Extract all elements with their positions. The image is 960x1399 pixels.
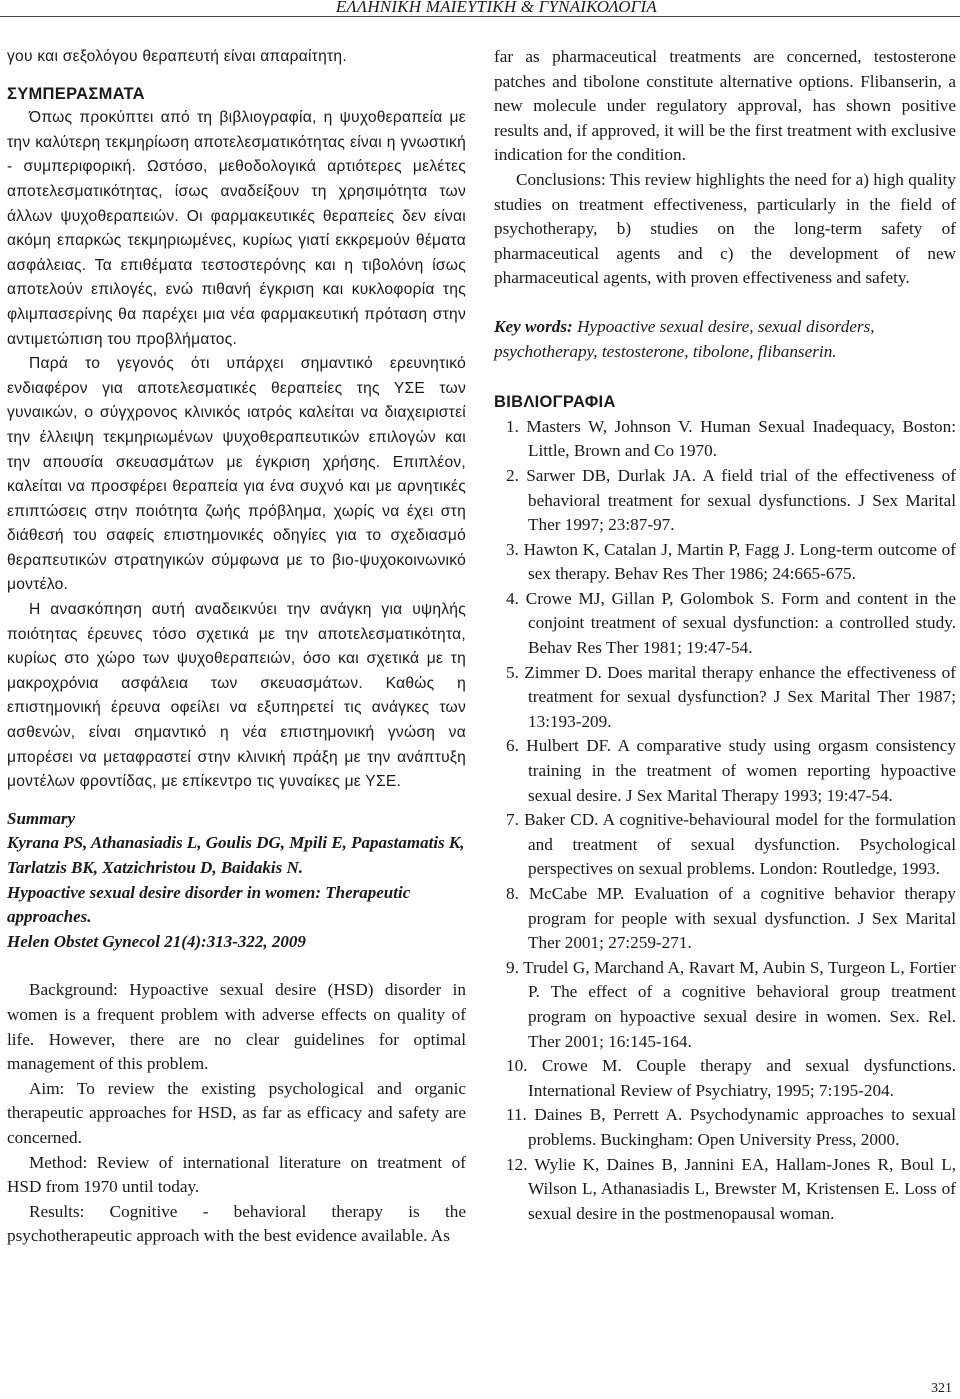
abstract-results-continued: far as pharmaceutical treatments are concerned, testosterone patches and tibolone constitute alternative options. Flibanserin, a new molecule under regulatory approval, has shown positive results and, if approved, it will be the first treatment with exclusive indication for the condition.	[494, 47, 956, 165]
references-heading: ΒΙΒΛΙΟΓΡΑΦΙΑ	[494, 393, 616, 412]
abstract-aim: Aim: To review the existing psychological and organic therapeutic approaches for HSD, as far as efficacy and safety are concerned.	[7, 1078, 466, 1147]
keywords-text: Hypoactive sexual desire, sexual disorders, psychotherapy, testosterone, tibolone, flibanserin.	[494, 316, 875, 361]
running-head: ΕΛΛΗΝΙΚΗ ΜΑΙΕΥΤΙΚΗ & ΓΥΝΑΙΚΟΛΟΓΙΑ	[335, 0, 657, 16]
conclusions-paragraph-1: Όπως προκύπτει από τη βιβλιογραφία, η ψυχοθεραπεία με την καλύτερη τεκμηρίωση αποτελεσματικότητας είναι η γνωστική - συμπεριφορική. Ωστόσο, μεθοδολογικά αρτιότερες μελέτες αποτελεσματικότητας, ίσως αναδείξουν τη χρησιμότητα των άλλων ψυχοθεραπειών. Οι φαρμακευτικές θεραπείες δεν είναι ακόμη επαρκώς τεκμηριωμένες, κυρίως γιατί εκκρεμούν θέματα ασφάλειας. Τα επιθέματα τεστοστερόνης και η τιβολόνη ίσως αποτελούν επιλογές, ενώ πιθανή έγκριση και κυκλοφορία της φλιμπασερίνης θα παρέχει μια νέα φαρμακευτική πρόταση στην αντιμετώπιση του προβλήματος.	[7, 109, 466, 348]
summary-block	[7, 807, 466, 955]
conclusions-paragraph-2: Παρά το γεγονός ότι υπάρχει σημαντικό ερευνητικό ενδιαφέρον για αποτελεσματικές θεραπείες της ΥΣΕ των γυναικών, ο σύγχρονος κλινικός ιατρός καλείται να διαχειριστεί την έλλειψη τεκμηριωμένων ψυχοθεραπευτικών επιλογών και την απουσία σκευασμάτων με έγκριση χρήσης. Επιπλέον, καλείται να προσφέρει θεραπεία για ένα συχνό και με αρνητικές επιπτώσεις στην ποιότητα ζωής πρόβλημα, χωρίς να έχει στη διάθεσή του σαφείς επιστημονικές οδηγίες για το σχεδιασμό θεραπευτικών στρατηγικών σύμφωνα με το βιο-ψυχοκοινωνικό μοντέλο.	[7, 355, 466, 594]
left-column	[7, 45, 466, 1249]
reference-item: 12. Wylie K, Daines B, Jannini EA, Hallam-Jones R, Boul L, Wilson L, Athanasiadis L, Brewster M, Kristensen E. Loss of sexual desire in the postmenopausal woman.	[506, 1154, 956, 1223]
reference-item: 7. Baker CD. A cognitive-behavioural model for the formulation and treatment of sexual dysfunction. Psychological perspectives on sexual problems. London: Routledge, 1993.	[506, 810, 956, 879]
paragraph-continued: γου και σεξολόγου θεραπευτή είναι απαραίτητη.	[7, 48, 347, 65]
keywords	[494, 315, 956, 364]
abstract-conclusions: Conclusions: This review highlights the need for a) high quality studies on treatment effectiveness, particularly in the field of psychotherapy, b) studies on the long-term safety of pharmaceutical agents and c) the development of new pharmaceutical agents, with proven effectiveness and safety.	[494, 169, 956, 288]
conclusions-paragraph-3: Η ανασκόπηση αυτή αναδεικνύει την ανάγκη για υψηλής ποιότητας έρευνες τόσο σχετικά με την αποτελεσματικότητα, κυρίως στο χώρο των ψυχοθεραπειών, όσο και σχετικά με τη μακροχρόνια ασφάλεια των σκευασμάτων. Καθώς η επιστημονική έρευνα οφείλει να εξυπηρετεί τις ανάγκες των ασθενών, είναι σημαντικό η νέα επιστημονική γνώση να μπορέσει να μεταφραστεί στην κλινική πράξη με την ανάπτυξη μοντέλων φροντίδας, με επίκεντρο τις γυναίκες με ΥΣΕ.	[7, 601, 466, 791]
reference-item: 1. Masters W, Johnson V. Human Sexual Inadequacy, Boston: Little, Brown and Co 1970.	[506, 416, 956, 461]
summary-label: Summary	[7, 808, 76, 828]
reference-item: 4. Crowe MJ, Gillan P, Golombok S. Form and content in the conjoint treatment of sexual dysfunction: a controlled study. Behav Res Ther 1981; 19:47-54.	[506, 588, 956, 658]
right-column	[494, 45, 956, 1226]
summary-title: Hypoactive sexual desire disorder in women: Therapeutic approaches.	[7, 882, 411, 927]
summary-authors: Kyrana PS, Athanasiadis L, Goulis DG, Mpili E, Papastamatis K, Tarlatzis BK, Xatzichristou D, Baidakis N.	[7, 833, 465, 877]
reference-item: 3. Hawton K, Catalan J, Martin P, Fagg J. Long-term outcome of sex therapy. Behav Res Ther 1986; 24:665-675.	[506, 539, 956, 584]
conclusions-heading-greek: ΣΥΜΠΕΡΑΣΜΑΤΑ	[7, 84, 145, 103]
header-rule	[0, 16, 960, 17]
reference-item: 8. McCabe MP. Evaluation of a cognitive behavior therapy program for people with sexual dysfunction. J Sex Marital Ther 2001; 27:259-271.	[506, 884, 956, 953]
reference-item: 10. Crowe M. Couple therapy and sexual dysfunctions. International Review of Psychiatry, 1995; 7:195-204.	[506, 1056, 956, 1100]
reference-item: 2. Sarwer DB, Durlak JA. A field trial of the effectiveness of behavioral treatment for sexual dysfunctions. J Sex Marital Ther 1997; 23:87-97.	[506, 465, 956, 535]
abstract-method: Method: Review of international literature on treatment of HSD from 1970 until today.	[7, 1152, 466, 1197]
keywords-label: Key words:	[494, 316, 573, 336]
summary-citation: Helen Obstet Gynecol 21(4):313-322, 2009	[7, 931, 306, 951]
page-number: 321	[931, 1381, 952, 1396]
reference-item: 11. Daines B, Perrett A. Psychodynamic approaches to sexual problems. Buckingham: Open University Press, 2000.	[506, 1105, 956, 1149]
reference-item: 9. Trudel G, Marchand A, Ravart M, Aubin S, Turgeon L, Fortier P. The effect of a cognitive behavioral group treatment program on hypoactive sexual desire in women. Sex. Rel. Ther 2001; 16:145-164.	[506, 957, 956, 1051]
reference-item: 6. Hulbert DF. A comparative study using orgasm consistency training in the treatment of women reporting hypoactive sexual desire. J Sex Marital Therapy 1993; 19:47-54.	[506, 736, 956, 805]
abstract-background: Background: Hypoactive sexual desire (HSD) disorder in women is a frequent problem with adverse effects on quality of life. However, there are no clear guidelines for optimal management of this problem.	[7, 980, 466, 1074]
reference-item: 5. Zimmer D. Does marital therapy enhance the effectiveness of treatment for sexual dysfunction? J Sex Marital Ther 1987; 13:193-209.	[506, 662, 956, 731]
abstract-results: Results: Cognitive - behavioral therapy is the psychotherapeutic approach with the best evidence available. As	[7, 1201, 466, 1246]
reference-list	[494, 415, 956, 1227]
spacer	[7, 954, 466, 978]
